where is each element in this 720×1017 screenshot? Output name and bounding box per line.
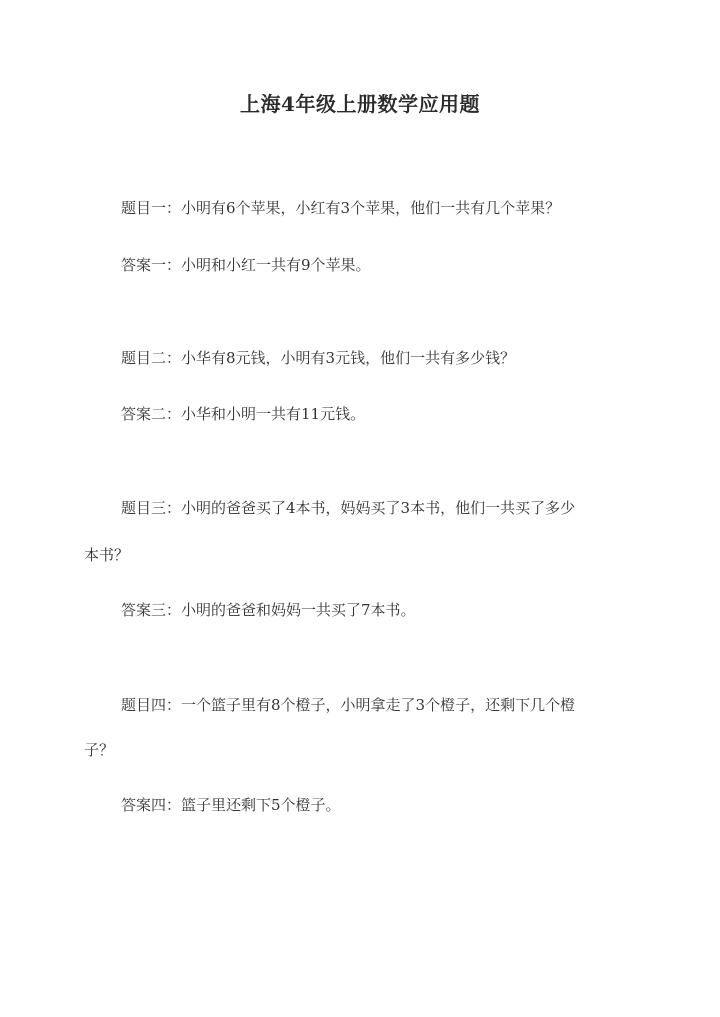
- answer-2: 答案二：小华和小明一共有11元钱。: [121, 405, 366, 423]
- answer-3: 答案三：小明的爸爸和妈妈一共买了7本书。: [121, 601, 416, 619]
- question-3-line-2: 本书？: [84, 546, 130, 564]
- question-2-line-1: 题目二：小华有8元钱，小明有3元钱，他们一共有多少钱？: [121, 349, 516, 367]
- question-1-line-1: 题目一：小明有6个苹果，小红有3个苹果，他们一共有几个苹果？: [121, 199, 561, 217]
- question-4-line-2: 子？: [84, 741, 115, 759]
- answer-1: 答案一：小明和小红一共有9个苹果。: [121, 256, 371, 274]
- question-3-line-1: 题目三：小明的爸爸买了4本书，妈妈买了3本书，他们一共买了多少: [121, 499, 576, 517]
- page-title: 上海4年级上册数学应用题: [240, 92, 480, 116]
- answer-4: 答案四：篮子里还剩下5个橙子。: [121, 796, 341, 814]
- question-4-line-1: 题目四：一个篮子里有8个橙子，小明拿走了3个橙子，还剩下几个橙: [121, 696, 576, 714]
